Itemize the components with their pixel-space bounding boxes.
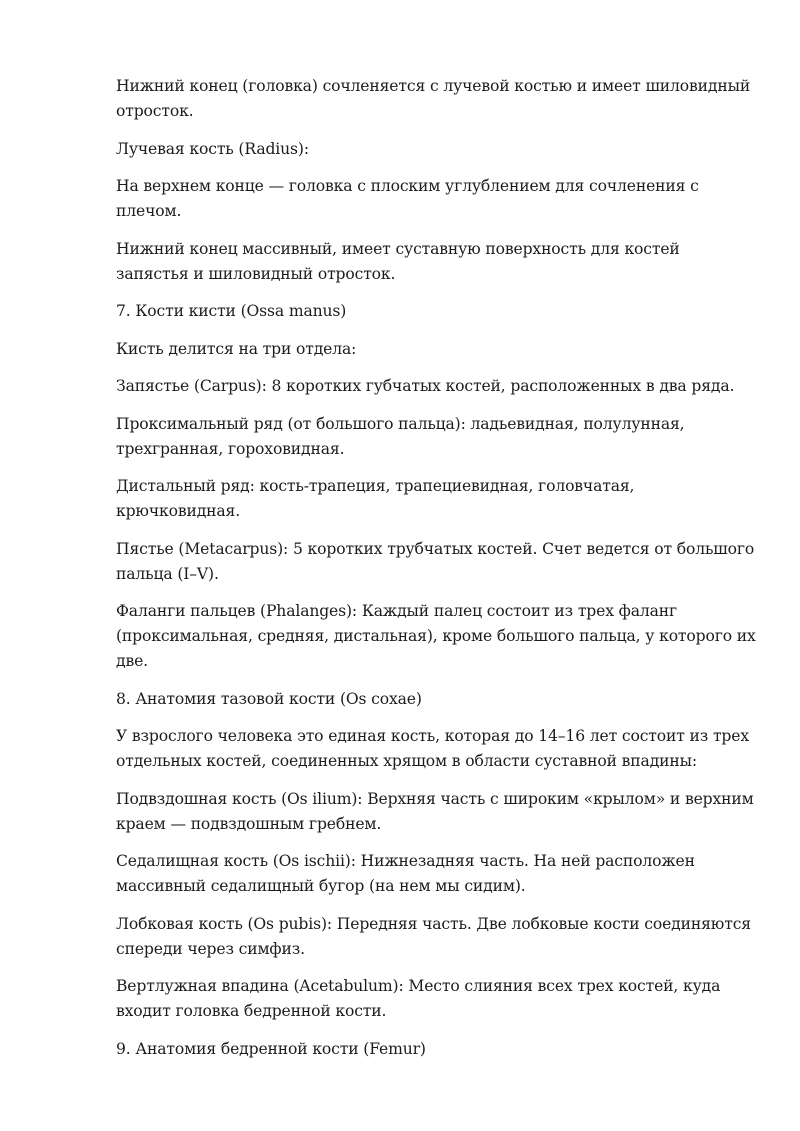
section-heading-hip-bone: 8. Анатомия тазовой кости (Os coxae) xyxy=(116,689,422,708)
paragraph-radius-lower-end: Нижний конец массивный, имеет суставную поверхность для костей запястья и шиловидный отросток. xyxy=(116,239,680,283)
paragraph-carpus: Запястье (Carpus): 8 коротких губчатых костей, расположенных в два ряда. xyxy=(116,377,735,395)
paragraph-ischium: Седалищная кость (Os ischii): Нижнезадняя часть. На ней расположен массивный седалищный бугор (на нем мы сидим). xyxy=(116,852,695,895)
paragraph-phalanges: Фаланги пальцев (Phalanges): Каждый палец состоит из трех фаланг (проксимальная, средняя, дистальная), кроме большого пальца, у которого их две. xyxy=(116,602,756,670)
section-heading-hand-bones: 7. Кости кисти (Ossa manus) xyxy=(116,302,347,320)
paragraph-acetabulum: Вертлужная впадина (Acetabulum): Место слияния всех трех костей, куда входит головка бедренной кости. xyxy=(116,977,721,1020)
paragraph-radius-heading: Лучевая кость (Radius): xyxy=(116,139,309,158)
document-body xyxy=(116,74,756,1074)
paragraph-hand-divisions: Кисть делится на три отдела: xyxy=(116,339,357,358)
paragraph-ilium: Подвздошная кость (Os ilium): Верхняя часть с широким «крылом» и верхним краем — подвздошным гребнем. xyxy=(116,789,754,833)
paragraph-proximal-row: Проксимальный ряд (от большого пальца): ладьевидная, полулунная, трехгранная, гороховидная. xyxy=(116,414,685,458)
paragraph-metacarpus: Пястье (Metacarpus): 5 коротких трубчатых костей. Счет ведется от большого пальца (I–V). xyxy=(116,539,755,583)
paragraph-hip-bone-intro: У взрослого человека это единая кость, которая до 14–16 лет состоит из трех отдельных костей, соединенных хрящом в области суставной впадины: xyxy=(116,727,749,770)
paragraph-radius-upper-end: На верхнем конце — головка с плоским углублением для сочленения с плечом. xyxy=(116,177,699,220)
paragraph-ulna-lower-end: Нижний конец (головка) сочленяется с лучевой костью и имеет шиловидный отросток. xyxy=(116,77,751,120)
section-heading-femur: 9. Анатомия бедренной кости (Femur) xyxy=(116,1039,426,1058)
paragraph-pubis: Лобковая кость (Os pubis): Передняя часть. Две лобковые кости соединяются спереди через симфиз. xyxy=(116,914,751,958)
paragraph-distal-row: Дистальный ряд: кость-трапеция, трапециевидная, головчатая, крючковидная. xyxy=(116,477,635,520)
